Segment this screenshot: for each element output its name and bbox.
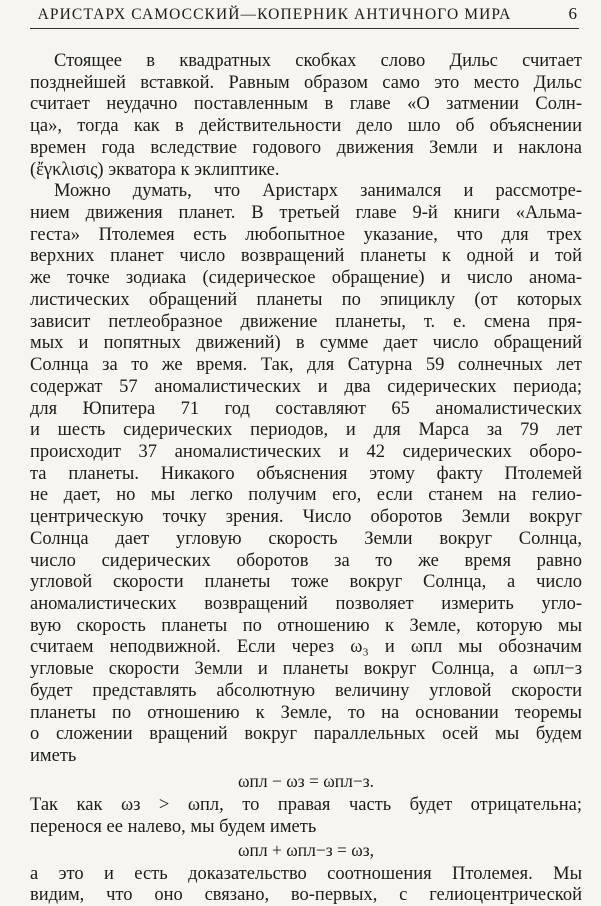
text-line: число сидерических оборотов за то же время равно: [30, 550, 582, 571]
text-line: зависит петлеобразное движение планеты, т. е. смена пря-: [30, 311, 582, 332]
text-line: считает неудачно поставленным в главе «О затмении Солн-: [30, 94, 582, 115]
text-line: о сложении вращений вокруг параллельных осей мы будем: [30, 724, 582, 745]
text-line: видим, что оно связано, во-первых, с гелиоцентрической: [30, 885, 582, 906]
text-line: ца», тогда как в действительности дело шло об объяснении: [30, 116, 582, 137]
text-line: мых и попятных движений) в сумме дает число обращений: [30, 333, 582, 354]
text-line: центрическую точку зрения. Число оборотов Земли вокруг: [30, 507, 582, 528]
formula-line: ωпл + ωпл−з = ωз,: [237, 840, 375, 861]
text-line: не дает, но мы легко получим его, если станем на гелио-: [30, 485, 582, 506]
text-line: планеты по отношению к Земле, то на основании теоремы: [30, 702, 582, 723]
text-line: считаем неподвижной. Если через ω₃ и ωпл мы обозначим: [30, 637, 582, 658]
text-line: перенося ее налево, мы будем иметь: [30, 816, 317, 837]
text-line: же точке зодиака (сидерическое обращение) и число анома-: [30, 268, 582, 289]
text-line: Стоящее в квадратных скобках слово Дильс считает: [54, 51, 582, 71]
text-line: листических обращений планеты по эпициклу (от которых: [30, 289, 582, 310]
text-line: (ἔγκλισις) экватора к эклиптике.: [30, 159, 280, 180]
text-line: верхних планет число возвращений планеты к одной и той: [30, 246, 582, 267]
text-line: Можно думать, что Аристарх занимался и рассмотре-: [54, 181, 582, 202]
text-line: Солнца за то же время. Так, для Сатурна 59 солнечных лет: [30, 355, 582, 376]
text-line: Солнца дает угловую скорость Земли вокруг Солнца,: [30, 528, 582, 549]
text-line: происходит 37 аномалистических и 42 сидерических оборо-: [30, 441, 582, 462]
text-line: времен года вследствие годового движения Земли и наклона: [30, 137, 582, 158]
text-line: позднейшей вставкой. Равным образом само это место Дильс: [30, 72, 582, 93]
text-line: аномалистических возвращений позволяет измерить угло-: [30, 594, 582, 614]
text-line: иметь: [30, 746, 77, 767]
text-line: угловые скорости Земли и планеты вокруг Солнца, а ωпл−з: [30, 659, 582, 680]
page-number: 6: [568, 4, 577, 23]
text-line: нием движения планет. В третьей главе 9-й книги «Альма-: [30, 203, 582, 224]
text-line: и шесть сидерических периодов, и для Марса за 79 лет: [30, 420, 582, 441]
text-line: для Юпитера 71 год составляют 65 аномалистических: [30, 398, 582, 419]
text-line: вую скорость планеты по отношению к Земле, которую мы: [30, 615, 582, 636]
running-title: АРИСТАРХ САМОССКИЙ—КОПЕРНИК АНТИЧНОГО МИРА: [37, 6, 512, 23]
text-line: та планеты. Никакого объяснения этому факту Птолемей: [30, 463, 582, 484]
text-line: будет представлять абсолютную величину угловой скорости: [30, 680, 582, 701]
text-line: содержат 57 аномалистических и два сидерических периода;: [30, 376, 582, 397]
text-line: геста» Птолемея есть любопытное указание, что для трех: [30, 224, 582, 245]
text-line: Так как ωз > ωпл, то правая часть будет отрицательна;: [30, 794, 582, 815]
text-line: а это и есть доказательство соотношения Птолемея. Мы: [30, 863, 582, 884]
text-line: угловой скорости планеты тоже вокруг Солнца, а число: [30, 572, 582, 593]
running-head: [30, 4, 579, 29]
formula-line: ωпл − ωз = ωпл−з.: [237, 771, 375, 792]
